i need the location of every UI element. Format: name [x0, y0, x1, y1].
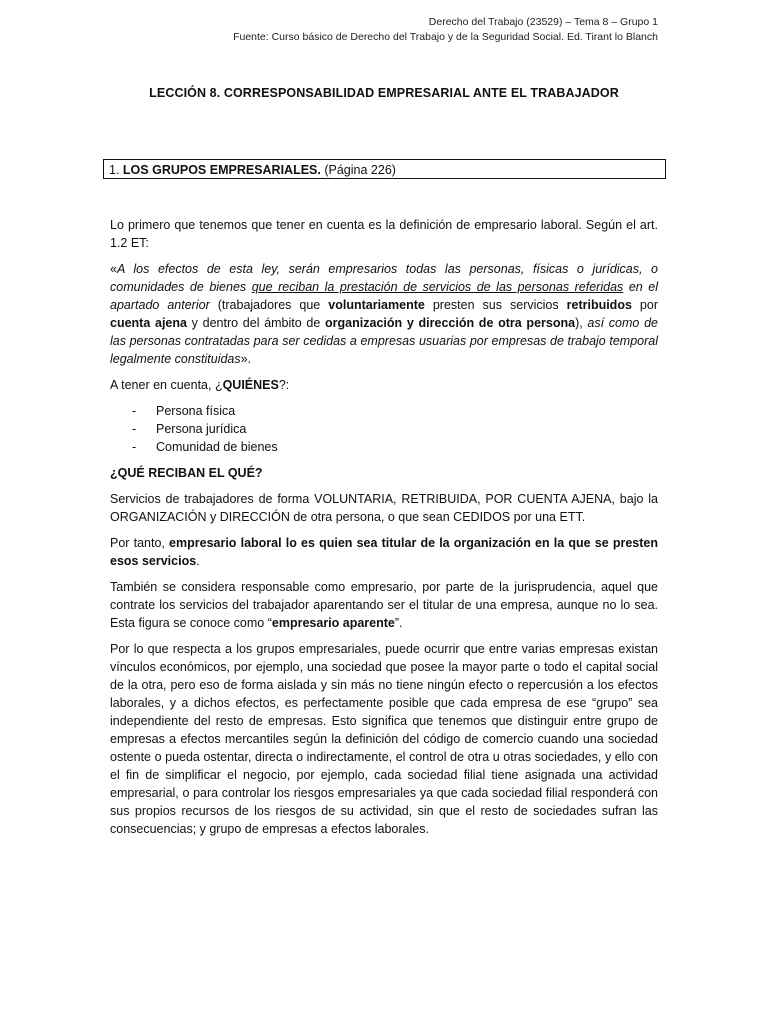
grupos-paragraph: Por lo que respecta a los grupos empresariales, puede ocurrir que entre varias empresas existan vínculos económicos, por ejemplo, una sociedad que posee la mayor parte o todo el capital social de la otra, pero eso de forma aislada y sin más no tiene ningún efecto o repercusión a los efectos laborales, y a dichos efectos, es perfectamente posible que cada empresa de ese “grupo” sea independiente del resto de empresas. Esto significa que tenemos que distinguir entre grupo de empresas a efectos mercantiles según la definición del código de comercio cuando una sociedad ostente o pueda ostentar, directa o indirectamente, el control de otra u otras sociedades, y ello con el fin de simplificar el negocio, por ejemplo, cada sociedad filial tiene asignada una actividad empresarial, o para controlar los riesgos empresariales ya que cada sociedad filial responderá con sus propios recursos de los riesgos de su actividad, sin que el resto de sociedades sufran las consecuencias; y grupo de empresas a efectos laborales.: [110, 642, 658, 836]
que-heading-text: ¿QUÉ RECIBAN EL QUÉ?: [110, 466, 263, 480]
section-number: 1.: [109, 163, 120, 177]
section-heading-box: [103, 159, 666, 179]
list-item: [110, 420, 658, 438]
header-course-line: Derecho del Trabajo (23529) – Tema 8 – Grupo 1: [428, 16, 658, 28]
intro-paragraph: Lo primero que tenemos que tener en cuenta es la definición de empresario laboral. Según el art. 1.2 ET:: [110, 218, 658, 250]
quote-plain-5: ),: [575, 316, 588, 330]
section-page-ref: (Página 226): [324, 163, 396, 177]
list-item: [110, 438, 658, 456]
list-dash: -: [132, 404, 137, 418]
quienes-pre: A tener en cuenta, ¿: [110, 378, 223, 392]
section-heading: LOS GRUPOS EMPRESARIALES.: [122, 163, 321, 177]
list-item-label: Comunidad de bienes: [156, 440, 278, 454]
por-tanto-bold: empresario laboral lo es quien sea titular de la organización en la que se presten esos servicios: [110, 536, 658, 568]
por-tanto-paragraph: [110, 534, 658, 570]
aparente-paragraph: [110, 578, 658, 632]
quote-plain-4: y dentro del ámbito de: [186, 316, 326, 330]
list-dash: -: [132, 440, 137, 454]
list-dash: -: [132, 422, 137, 436]
list-item-label: Persona jurídica: [156, 422, 247, 436]
quienes-paragraph: [110, 376, 658, 394]
quote-italic-3: así como de las personas contratadas para ser cedidas a empresas usuarias por empresas de trabajo temporal legalmente constituidas: [110, 316, 658, 366]
quote-open: «: [110, 262, 117, 276]
por-tanto-post: .: [196, 554, 200, 568]
list-item: [110, 402, 658, 420]
quote-plain-1: (trabajadores que: [209, 298, 329, 312]
quienes-bold: QUIÉNES: [222, 378, 279, 392]
aparente-post: ”.: [394, 616, 403, 630]
document-body: [110, 216, 658, 846]
quote-plain-2: presten sus servicios: [424, 298, 567, 312]
aparente-bold: empresario aparente: [271, 616, 395, 630]
quote-bold-3: cuenta ajena: [110, 316, 187, 330]
quote-italic-2: en el apartado anterior: [110, 280, 658, 312]
quote-underlined: que reciban la prestación de servicios de las personas referidas: [251, 280, 624, 294]
quote-close: ».: [240, 352, 252, 366]
que-heading: [110, 464, 658, 482]
quote-bold-1: voluntariamente: [328, 298, 425, 312]
list-item-label: Persona física: [156, 404, 236, 418]
header-source-line: Fuente: Curso básico de Derecho del Trabajo y de la Seguridad Social. Ed. Tirant lo Blanch: [233, 31, 658, 43]
page-header: [233, 15, 658, 45]
servicios-paragraph: Servicios de trabajadores de forma VOLUNTARIA, RETRIBUIDA, POR CUENTA AJENA, bajo la ORGANIZACIÓN y DIRECCIÓN de otra persona, o que sean CEDIDOS por una ETT.: [110, 492, 658, 524]
quienes-post: ?:: [278, 378, 290, 392]
quote-plain-3: por: [631, 298, 658, 312]
por-tanto-pre: Por tanto,: [110, 536, 170, 550]
legal-quote-paragraph: [110, 260, 658, 368]
quienes-list: [110, 402, 658, 456]
lesson-title: LECCIÓN 8. CORRESPONSABILIDAD EMPRESARIAL ANTE EL TRABAJADOR: [149, 86, 619, 100]
quote-italic-1: A los efectos de esta ley, serán empresarios todas las personas, físicas o jurídicas, o comunidades de bienes: [110, 262, 658, 294]
quote-bold-4: organización y dirección de otra persona: [325, 316, 576, 330]
aparente-pre: También se considera responsable como empresario, por parte de la jurisprudencia, aquel que contrate los servicios del trabajador aparentando ser el titular de una empresa, aunque no lo sea. Esta figura se conoce como “: [110, 580, 658, 630]
quote-bold-2: retribuidos: [566, 298, 632, 312]
